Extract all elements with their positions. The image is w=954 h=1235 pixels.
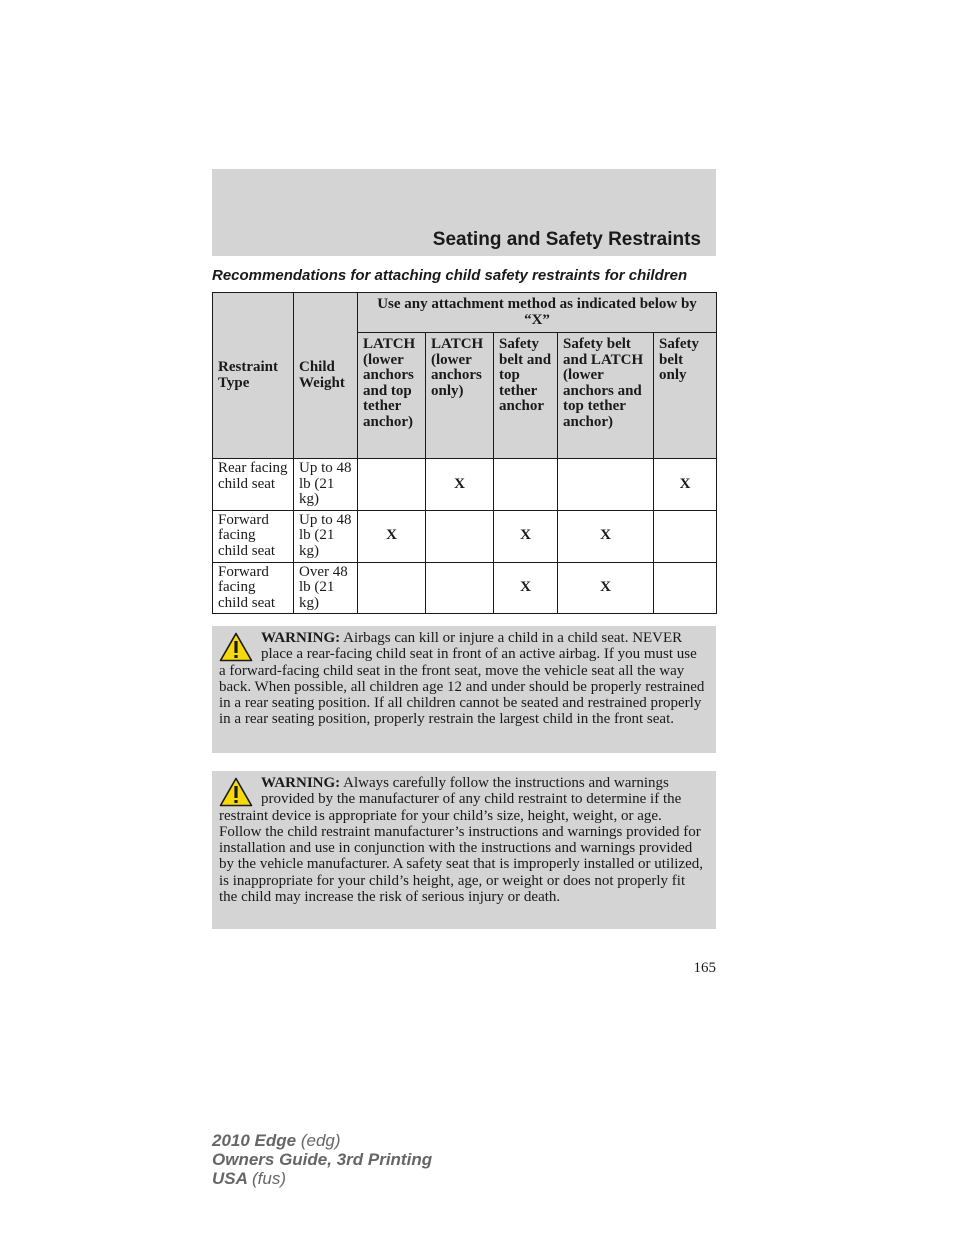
col-method-belt-tether: Safety belt and top tether anchor <box>494 333 558 459</box>
table-row <box>213 459 717 511</box>
section-title: Seating and Safety Restraints <box>432 229 701 250</box>
cell-mark <box>358 562 426 614</box>
col-method-belt-latch: Safety belt and LATCH (lower anchors and top tether anchor) <box>558 333 654 459</box>
cell-restraint-type: Rear facing child seat <box>213 459 294 511</box>
table-row <box>213 510 717 562</box>
warning-box-restraint-instructions <box>212 771 716 929</box>
header-band <box>212 169 716 256</box>
warning-triangle-icon <box>219 777 253 807</box>
cell-mark <box>558 459 654 511</box>
cell-mark <box>494 459 558 511</box>
cell-child-weight: Up to 48 lb (21 kg) <box>294 510 358 562</box>
warning-box-airbag <box>212 626 716 753</box>
footer-model: 2010 Edge <box>212 1131 297 1150</box>
cell-mark: X <box>358 510 426 562</box>
subheading: Recommendations for attaching child safety restraints for children <box>212 267 688 284</box>
col-method-latch-full: LATCH (lower anchors and top tether anchor) <box>358 333 426 459</box>
col-attachment-methods: Use any attachment method as indicated below by “X” <box>358 293 717 333</box>
footer-line-market <box>212 1169 432 1188</box>
cell-mark: X <box>558 510 654 562</box>
warning-label: WARNING: <box>261 630 341 646</box>
cell-restraint-type: Forward facing child seat <box>213 562 294 614</box>
cell-mark <box>654 510 717 562</box>
col-method-belt-only: Safety belt only <box>654 333 717 459</box>
warning-label: WARNING: <box>261 775 341 791</box>
footer-market: USA <box>212 1169 248 1188</box>
cell-mark: X <box>494 562 558 614</box>
cell-restraint-type: Forward facing child seat <box>213 510 294 562</box>
cell-mark: X <box>654 459 717 511</box>
table-header-row <box>213 293 717 333</box>
restraint-table <box>212 292 717 614</box>
col-restraint-type: Restraint Type <box>213 293 294 459</box>
warning-triangle-icon <box>219 632 253 662</box>
cell-mark: X <box>426 459 494 511</box>
footer <box>212 1131 432 1188</box>
cell-mark <box>654 562 717 614</box>
col-child-weight: Child Weight <box>294 293 358 459</box>
col-method-latch-lower: LATCH (lower anchors only) <box>426 333 494 459</box>
cell-mark <box>426 510 494 562</box>
cell-mark <box>358 459 426 511</box>
page-number: 165 <box>693 960 716 976</box>
cell-mark: X <box>558 562 654 614</box>
footer-market-code: (fus) <box>252 1169 286 1188</box>
footer-line-guide: Owners Guide, 3rd Printing <box>212 1150 433 1169</box>
warning-text: Airbags can kill or injure a child in a child seat. NEVER place a rear-facing child seat in front of an active airbag. If you must use a forward-facing child seat in the front seat, move the vehicle seat all the way back. When possible, all children age 12 and under should be properly restrained in a rear seating position. If all children cannot be seated and restrained properly in a rear seating position, properly restrain the largest child in the front seat. <box>219 630 705 728</box>
cell-child-weight: Up to 48 lb (21 kg) <box>294 459 358 511</box>
cell-child-weight: Over 48 lb (21 kg) <box>294 562 358 614</box>
footer-model-code: (edg) <box>300 1131 341 1150</box>
cell-mark: X <box>494 510 558 562</box>
cell-mark <box>426 562 494 614</box>
warning-text: Always carefully follow the instructions and warnings provided by the manufacturer of any child restraint to determine if the restraint device is appropriate for your child’s size, height, weight, or age. Follow the child restraint manufacturer’s instructions and warnings provided for installation and use in conjunction with the instructions and warnings provided by the vehicle manufacturer. A safety seat that is improperly installed or utilized, is inappropriate for your child’s height, age, or weight or does not properly fit the child may increase the risk of serious injury or death. <box>219 775 704 906</box>
table-row <box>213 562 717 614</box>
footer-line-model <box>212 1131 432 1150</box>
